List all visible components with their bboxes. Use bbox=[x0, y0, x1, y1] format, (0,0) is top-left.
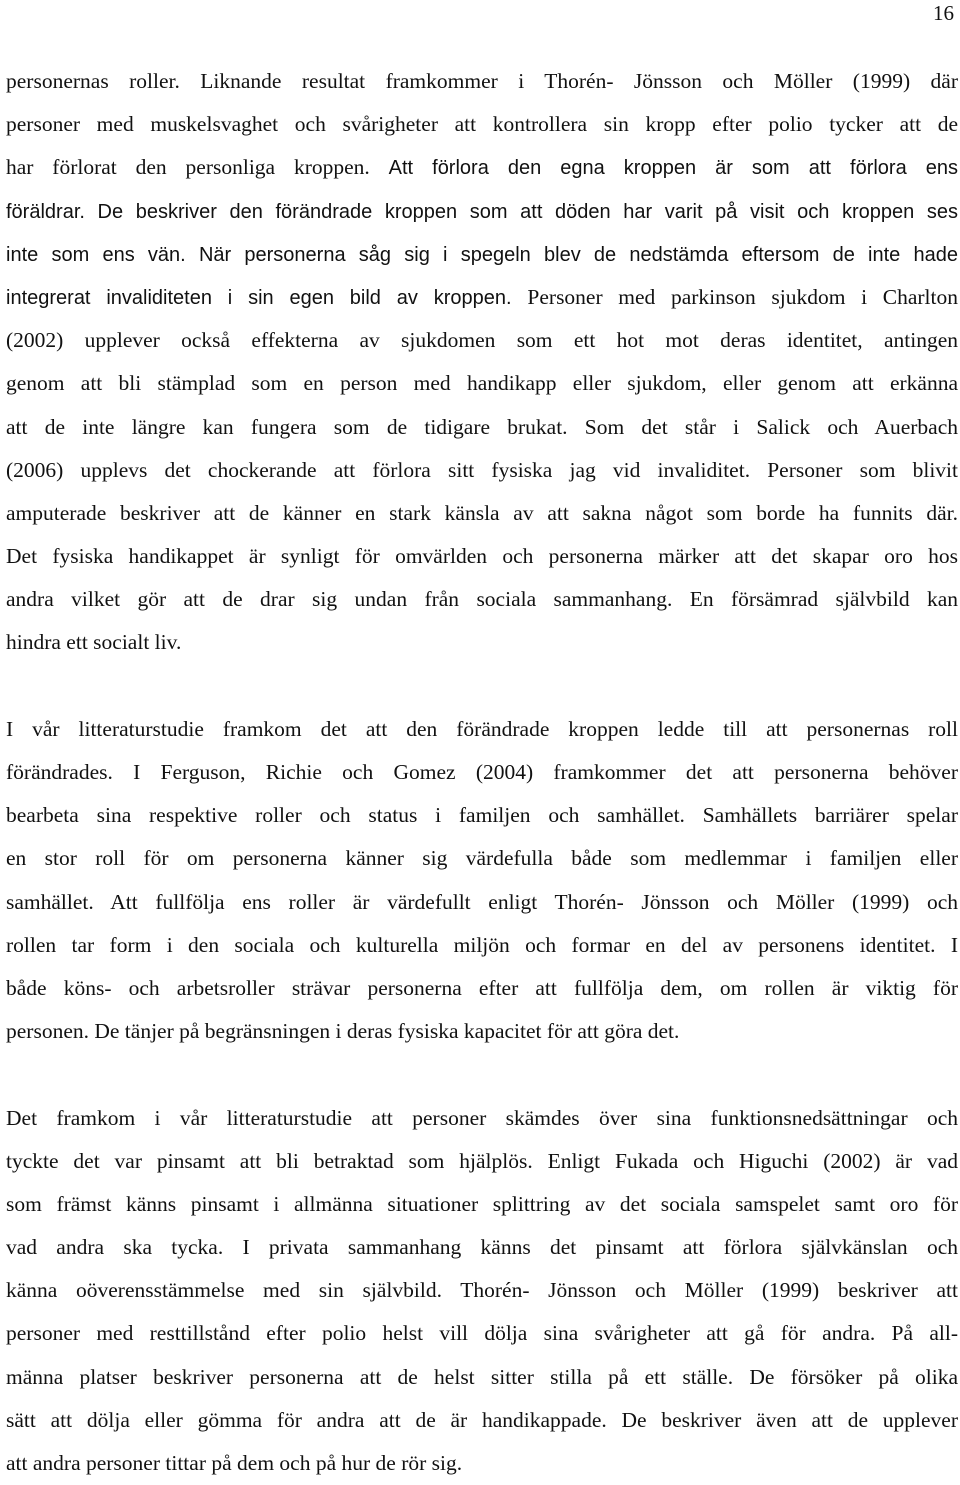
paragraph bbox=[6, 60, 958, 665]
text-segment: (2006) upplevs det chockerande att förlora sitt fysiska jag vid invaliditet. Personer som blivit bbox=[6, 458, 958, 482]
text-segment: Att förlora den egna kroppen är som att förlora ens bbox=[389, 157, 958, 179]
text-line bbox=[6, 578, 958, 621]
text-segment: har förlorat den personliga kroppen. bbox=[6, 155, 389, 179]
paragraph bbox=[6, 708, 958, 1054]
text-line bbox=[6, 276, 958, 319]
text-segment: Det framkom i vår litteraturstudie att personer skämdes över sina funktionsnedsättningar och bbox=[6, 1106, 958, 1130]
text-line bbox=[6, 924, 958, 967]
text-segment: amputerade beskriver att de känner en stark känsla av att sakna något som borde ha funnits där. bbox=[6, 501, 958, 525]
text-segment: känna oöverensstämmelse med sin självbild. Thorén- Jönsson och Möller (1999) beskriver att bbox=[6, 1278, 958, 1302]
text-segment: föräldrar. De beskriver den förändrade kroppen som att döden har varit på visit och kroppen ses bbox=[6, 201, 958, 223]
text-segment: att andra personer tittar på dem och på hur de rör sig. bbox=[6, 1451, 462, 1475]
text-line bbox=[6, 708, 958, 751]
text-line bbox=[6, 190, 958, 233]
text-segment: hindra ett socialt liv. bbox=[6, 630, 181, 654]
text-line bbox=[6, 1399, 958, 1442]
text-line bbox=[6, 535, 958, 578]
text-segment: en stor roll för om personerna känner sig värdefulla både som medlemmar i familjen eller bbox=[6, 846, 958, 870]
text-line bbox=[6, 233, 958, 276]
text-line bbox=[6, 967, 958, 1010]
text-line bbox=[6, 751, 958, 794]
text-segment: Personer med parkinson sjukdom i Charlton bbox=[527, 285, 958, 309]
text-line bbox=[6, 406, 958, 449]
text-segment: personer med resttillstånd efter polio helst vill dölja sina svårigheter att gå för andra. På all- bbox=[6, 1321, 958, 1345]
text-segment: sätt att dölja eller gömma för andra att de är handikappade. De beskriver även att de upplever bbox=[6, 1408, 958, 1432]
text-line bbox=[6, 60, 958, 103]
text-segment: förändrades. I Ferguson, Richie och Gomez (2004) framkommer det att personerna behöver bbox=[6, 760, 958, 784]
text-line bbox=[6, 1097, 958, 1140]
text-line bbox=[6, 146, 958, 189]
text-segment: som främst känns pinsamt i allmänna situationer splittring av det sociala samspelet samt oro för bbox=[6, 1192, 958, 1216]
text-line bbox=[6, 319, 958, 362]
text-line bbox=[6, 492, 958, 535]
text-line bbox=[6, 103, 958, 146]
text-segment: samhället. Att fullfölja ens roller är värdefullt enligt Thorén- Jönsson och Möller (1999) och bbox=[6, 890, 958, 914]
text-line bbox=[6, 1226, 958, 1269]
text-segment: personer med muskelsvaghet och svårigheter att kontrollera sin kropp efter polio tycker att de bbox=[6, 112, 958, 136]
text-segment: integrerat invaliditeten i sin egen bild av kroppen. bbox=[6, 287, 527, 309]
paragraph-gap bbox=[6, 1053, 958, 1096]
text-segment: tyckte det var pinsamt att bli betraktad som hjälplös. Enligt Fukada och Higuchi (2002) är vad bbox=[6, 1149, 958, 1173]
text-line bbox=[6, 1356, 958, 1399]
text-segment: I vår litteraturstudie framkom det att den förändrade kroppen ledde till att personernas roll bbox=[6, 717, 958, 741]
text-segment: personernas roller. Liknande resultat framkommer i Thorén- Jönsson och Möller (1999) där bbox=[6, 69, 958, 93]
text-line bbox=[6, 449, 958, 492]
text-line bbox=[6, 881, 958, 924]
text-segment: att de inte längre kan fungera som de tidigare brukat. Som det står i Salick och Auerbach bbox=[6, 415, 958, 439]
text-line bbox=[6, 1010, 958, 1053]
text-line bbox=[6, 1183, 958, 1226]
text-segment: (2002) upplever också effekterna av sjukdomen som ett hot mot deras identitet, antingen bbox=[6, 328, 958, 352]
text-segment: männa platser beskriver personerna att de helst sitter stilla på ett ställe. De försöker på olika bbox=[6, 1365, 958, 1389]
text-line bbox=[6, 621, 958, 664]
body-text bbox=[6, 60, 958, 1485]
text-line bbox=[6, 1312, 958, 1355]
page-number: 16 bbox=[933, 0, 954, 26]
text-segment: både köns- och arbetsroller strävar personerna efter att fullfölja dem, om rollen är viktig för bbox=[6, 976, 958, 1000]
text-line bbox=[6, 837, 958, 880]
text-segment: vad andra ska tycka. I privata sammanhang känns det pinsamt att förlora självkänslan och bbox=[6, 1235, 958, 1259]
text-line bbox=[6, 362, 958, 405]
text-line bbox=[6, 1140, 958, 1183]
text-line bbox=[6, 1442, 958, 1485]
text-segment: andra vilket gör att de drar sig undan från sociala sammanhang. En försämrad självbild kan bbox=[6, 587, 958, 611]
paragraph bbox=[6, 1097, 958, 1485]
text-segment: personen. De tänjer på begränsningen i deras fysiska kapacitet för att göra det. bbox=[6, 1019, 679, 1043]
text-line bbox=[6, 1269, 958, 1312]
text-segment: bearbeta sina respektive roller och status i familjen och samhället. Samhällets barriärer spelar bbox=[6, 803, 958, 827]
text-segment: rollen tar form i den sociala och kulturella miljön och formar en del av personens identitet. I bbox=[6, 933, 958, 957]
text-line bbox=[6, 794, 958, 837]
text-segment: genom att bli stämplad som en person med handikapp eller sjukdom, eller genom att erkänna bbox=[6, 371, 958, 395]
paragraph-gap bbox=[6, 665, 958, 708]
text-segment: inte som ens vän. När personerna såg sig i spegeln blev de nedstämda eftersom de inte hade bbox=[6, 244, 958, 266]
text-segment: Det fysiska handikappet är synligt för omvärlden och personerna märker att det skapar oro hos bbox=[6, 544, 958, 568]
